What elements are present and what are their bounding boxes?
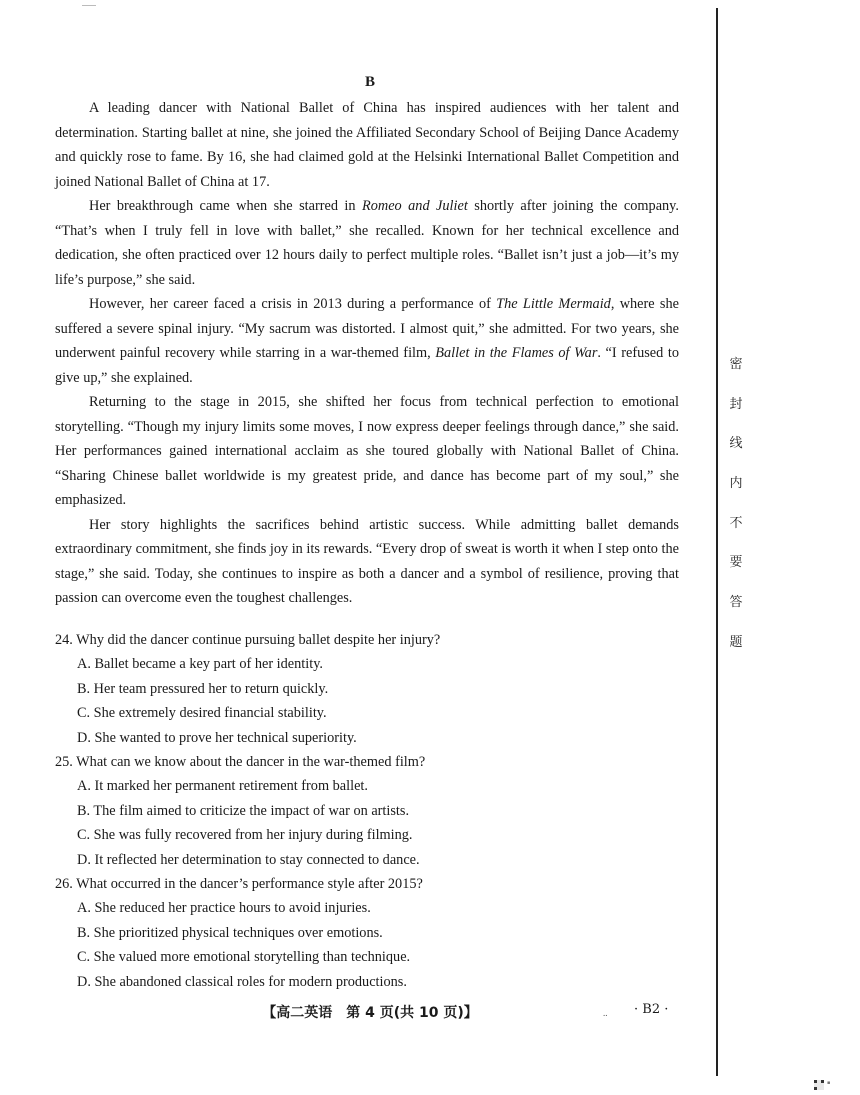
answer-option: C. She was fully recovered from her injury during filming. bbox=[77, 827, 413, 844]
passage-text: Returning to the stage in 2015, she shifted her focus from technical perfection to emotional storytelling. “Though my injury limits some moves, I now express deeper feelings through dance,” she said. Her performances gained international acclaim as she toured globally with National Ballet of China. “Sharing Chinese ballet worldwide is my greatest pride, and dance has become part of my soul,” she emphasized. bbox=[55, 394, 679, 508]
passage-text: A leading dancer with National Ballet of China has inspired audiences with her talent and determination. Starting ballet at nine, she joined the Affiliated Secondary School of Beijing Dance Academy and quickly rose to fame. By 16, she had claimed gold at the Helsinki International Ballet Competition and joined National Ballet of China at 17. bbox=[55, 100, 679, 190]
answer-option: B. She prioritized physical techniques over emotions. bbox=[77, 924, 383, 941]
page-code: · B2 · bbox=[634, 1002, 669, 1017]
question-stem: 26. What occurred in the dancer’s performance style after 2015? bbox=[55, 876, 423, 893]
question-list bbox=[55, 628, 695, 994]
answer-option: A. She reduced her practice hours to avoid injuries. bbox=[77, 900, 371, 917]
question-item bbox=[55, 750, 695, 872]
italic-title: Ballet in the Flames of War bbox=[435, 345, 598, 361]
top-edge-mark bbox=[82, 5, 96, 6]
answer-option: A. It marked her permanent retirement from ballet. bbox=[77, 778, 368, 795]
binding-char: 答 bbox=[729, 595, 743, 611]
binding-char: 线 bbox=[729, 436, 743, 452]
binding-char: 要 bbox=[729, 555, 743, 571]
passage-text: Her breakthrough came when she starred in bbox=[89, 198, 362, 214]
binding-char: 题 bbox=[729, 634, 743, 650]
binding-line bbox=[716, 8, 718, 1076]
answer-option: C. She extremely desired financial stability. bbox=[77, 705, 327, 722]
passage-text: , where she suffered a severe spinal injury. “My sacrum was distorted. I almost quit,” she admitted. For two years, she underwent painful recovery while starring in a war-themed film, bbox=[55, 296, 679, 361]
binding-char: 内 bbox=[729, 476, 743, 492]
italic-title: Romeo and Juliet bbox=[362, 198, 468, 214]
passage-paragraph bbox=[55, 292, 679, 390]
passage-text: However, her career faced a crisis in 2013 during a performance of bbox=[89, 296, 497, 312]
qr-code-icon bbox=[814, 1080, 824, 1090]
section-title: B bbox=[364, 74, 375, 90]
passage-paragraph bbox=[55, 513, 679, 611]
passage-text: . “I refused to give up,” she explained. bbox=[55, 345, 679, 386]
passage-paragraph bbox=[55, 96, 679, 194]
answer-option: B. Her team pressured her to return quickly. bbox=[77, 680, 329, 697]
answer-option: D. She abandoned classical roles for modern productions. bbox=[77, 973, 407, 990]
question-item bbox=[55, 628, 695, 750]
reading-passage bbox=[55, 96, 679, 611]
question-stem: 24. Why did the dancer continue pursuing ballet despite her injury? bbox=[55, 632, 441, 648]
watermark-logo: ▪ bbox=[827, 1080, 831, 1086]
answer-option: D. It reflected her determination to stay connected to dance. bbox=[77, 851, 420, 868]
binding-notice bbox=[728, 358, 744, 676]
page-footer: 【高二英语 第 4 页(共 10 页)】 bbox=[262, 1005, 478, 1021]
binding-char: 密 bbox=[729, 357, 743, 372]
answer-option: C. She valued more emotional storytelling than technique. bbox=[77, 949, 411, 966]
answer-option: D. She wanted to prove her technical superiority. bbox=[77, 729, 357, 746]
question-item bbox=[55, 872, 695, 994]
passage-text: shortly after joining the company. “That’s when I truly fell in love with ballet,” she recalled. Known for her technical excellence and dedication, she often practiced over 12 hours daily to perfect multiple roles. “Ballet isn’t just a job—it’s my life’s purpose,” she said. bbox=[55, 198, 679, 288]
passage-paragraph bbox=[55, 390, 679, 513]
passage-paragraph bbox=[55, 194, 679, 292]
binding-char: 封 bbox=[729, 396, 743, 412]
question-stem: 25. What can we know about the dancer in the war-themed film? bbox=[55, 754, 426, 771]
footer-dots: .. bbox=[603, 1008, 608, 1018]
answer-option: B. The film aimed to criticize the impact of war on artists. bbox=[77, 802, 410, 819]
answer-option: A. Ballet became a key part of her identity. bbox=[77, 656, 323, 673]
binding-char: 不 bbox=[729, 515, 743, 531]
italic-title: The Little Mermaid bbox=[496, 296, 611, 312]
passage-text: Her story highlights the sacrifices behind artistic success. While admitting ballet demands extraordinary commitment, she finds joy in its rewards. “Every drop of sweat is worth it when I step onto the stage,” she said. Today, she continues to inspire as both a dancer and a symbol of resilience, proving that passion can overcome even the toughest challenges. bbox=[55, 516, 679, 606]
